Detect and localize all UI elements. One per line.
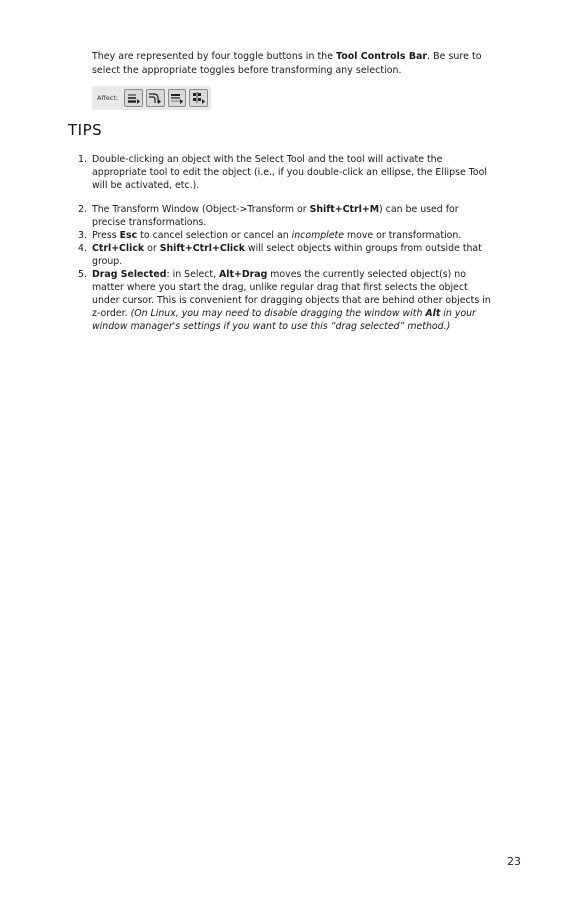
- tip-text: : in Select,: [166, 269, 220, 280]
- tip-text: moves the currently selected object(s) no matter where you start the drag, unlike regular drag that first selects the object under cursor. This is convenient for dragging objects that are behind other objects in z-order.: [92, 269, 491, 319]
- feature-term: Drag Selected: [92, 269, 167, 280]
- affect-label: Affect:: [97, 94, 119, 102]
- linux-note-end: in your window manager's settings if you want to use this “drag selected” method.): [92, 308, 476, 332]
- page-number: 23: [507, 855, 521, 868]
- scale-stroke-width-icon: [127, 92, 141, 104]
- move-patterns-toggle[interactable]: [189, 89, 208, 107]
- scale-rounded-corners-toggle[interactable]: [146, 89, 165, 107]
- shortcut-key: Shift+Ctrl+Click: [159, 243, 245, 254]
- tip-item-3: [78, 229, 492, 242]
- tip-text: will select objects within groups from outside that group.: [92, 243, 482, 267]
- move-gradients-icon: [170, 92, 184, 104]
- affect-toolbar-image: [92, 86, 211, 110]
- tip-item-4: [78, 242, 492, 268]
- intro-text: They are represented by four toggle buttons in the: [92, 51, 337, 62]
- scale-stroke-width-toggle[interactable]: [124, 89, 143, 107]
- tip-number: 1.: [78, 154, 87, 165]
- tip-item-2: [78, 203, 492, 229]
- tip-number: 3.: [78, 230, 87, 241]
- scale-rounded-corners-icon: [148, 92, 162, 104]
- emphasis-text: incomplete: [291, 230, 344, 241]
- shortcut-key: Shift+Ctrl+M: [309, 204, 380, 215]
- shortcut-key: Alt: [425, 308, 441, 319]
- tip-text: move or transformation.: [343, 230, 462, 241]
- tip-text: The Transform Window (Object->Transform or: [92, 204, 310, 215]
- tip-text: ) can be used for precise transformations.: [92, 204, 459, 228]
- tip-text: Press: [92, 230, 120, 241]
- tips-list: [78, 153, 492, 333]
- tip-item-1: [78, 153, 492, 192]
- tip-text: Double-clicking an object with the Select Tool and the tool will activate the appropriate tool to edit the object (i.e., if you double-click an ellipse, the Ellipse Tool will be activated, etc.).: [92, 154, 487, 191]
- shortcut-key: Esc: [119, 230, 138, 241]
- tip-text: to cancel selection or cancel an: [137, 230, 292, 241]
- linux-note: (On Linux, you may need to disable dragging the window with: [130, 308, 426, 319]
- tool-controls-bar-term: Tool Controls Bar: [336, 51, 428, 62]
- intro-paragraph: [92, 50, 512, 78]
- tip-item-5: [78, 268, 492, 333]
- tip-number: 4.: [78, 243, 87, 254]
- shortcut-key: Alt+Drag: [219, 269, 268, 280]
- move-patterns-icon: [192, 92, 206, 104]
- tip-text: or: [144, 243, 160, 254]
- shortcut-key: Ctrl+Click: [92, 243, 145, 254]
- tip-number: 5.: [78, 269, 87, 280]
- tips-heading: TIPS: [68, 121, 103, 139]
- move-gradients-toggle[interactable]: [168, 89, 187, 107]
- tip-number: 2.: [78, 204, 87, 215]
- intro-text-end: . Be sure to select the appropriate toggles before transforming any selection.: [92, 51, 482, 76]
